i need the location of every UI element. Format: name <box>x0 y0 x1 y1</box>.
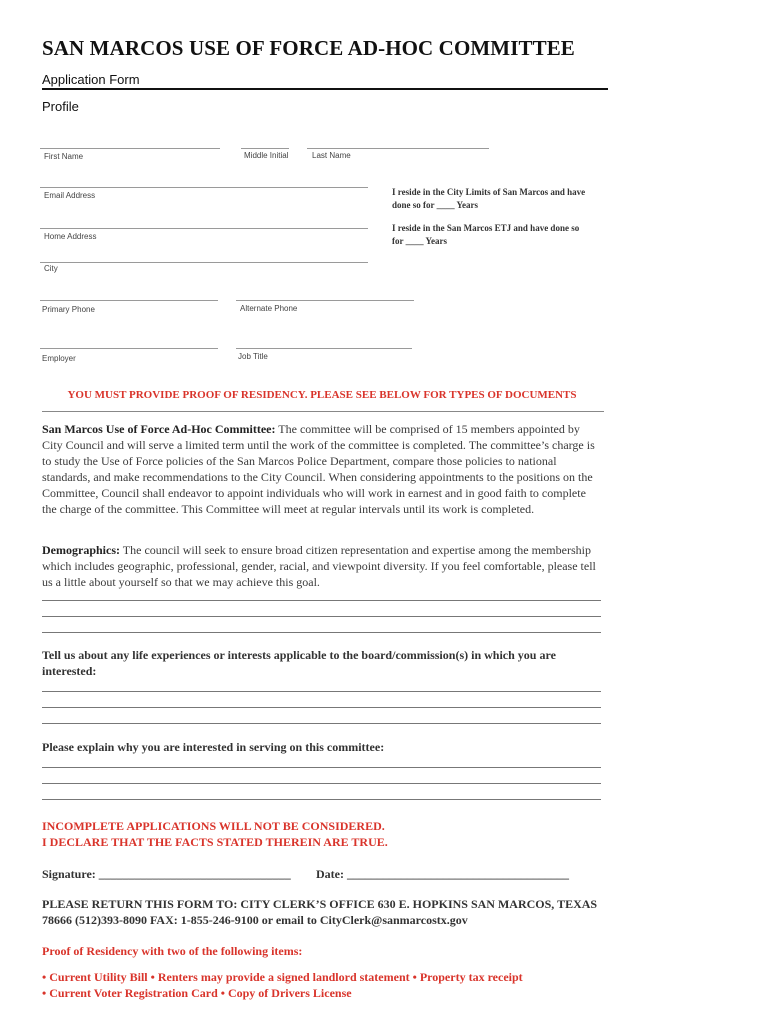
first-name-field[interactable] <box>40 148 220 149</box>
why-answer-line[interactable] <box>42 767 601 768</box>
email-label: Email Address <box>44 191 96 200</box>
demographics-description <box>42 542 602 590</box>
header-divider <box>42 88 608 90</box>
experience-answer-line[interactable] <box>42 707 601 708</box>
committee-body: The committee will be comprised of 15 members appointed by City Council and will serve a limited term until the work of the committee is completed. The committee’s charge is to study the Use of Force policies of the San Marcos Police Department, compare those policies to national standards, and make recommendations to the City Council. When considering appointments to the positions on the Committee, Council shall endeavor to appoint individuals who will work in earnest and in good faith to complete the charge of the committee. This Committee will meet at regular intervals until its work is completed. <box>42 422 595 516</box>
middle-initial-field[interactable] <box>241 148 289 149</box>
residency-city-limits-line1: I reside in the City Limits of San Marcos and have <box>392 187 586 197</box>
primary-phone-label: Primary Phone <box>42 305 95 314</box>
residency-etj <box>392 222 579 248</box>
return-line1: PLEASE RETURN THIS FORM TO: CITY CLERK’S OFFICE 630 E. HOPKINS SAN MARCOS, TEXAS <box>42 897 598 911</box>
city-field[interactable] <box>40 262 368 263</box>
demographics-body: The council will seek to ensure broad citizen representation and expertise among the membership which includes geographic, professional, gender, racial, and viewpoint diversity. If you feel comfortable, please tell us a little about yourself so that we may achieve this goal. <box>42 543 596 589</box>
alternate-phone-field[interactable] <box>236 300 414 301</box>
proof-heading: Proof of Residency with two of the following items: <box>42 944 303 958</box>
primary-phone-field[interactable] <box>40 300 218 301</box>
declaration-line1: INCOMPLETE APPLICATIONS WILL NOT BE CONSIDERED. <box>42 819 385 833</box>
return-line2: 78666 (512)393-8090 FAX: 1-855-246-9100 or email to CityClerk@sanmarcostx.gov <box>42 913 468 927</box>
last-name-label: Last Name <box>312 151 351 160</box>
residency-etj-line2: for ____ Years <box>392 236 447 246</box>
signature-field[interactable]: Signature: ________________________________ <box>42 867 291 881</box>
section-heading: Profile <box>42 99 79 114</box>
declaration-line2: I DECLARE THAT THE FACTS STATED THEREIN ARE TRUE. <box>42 835 388 849</box>
experience-answer-line[interactable] <box>42 691 601 692</box>
demographics-heading: Demographics: <box>42 543 120 557</box>
last-name-field[interactable] <box>307 148 489 149</box>
committee-description <box>42 421 602 517</box>
proof-list-line2: • Current Voter Registration Card • Copy of Drivers License <box>42 986 352 1000</box>
demographics-answer-line[interactable] <box>42 600 601 601</box>
experience-question: Tell us about any life experiences or interests applicable to the board/commission(s) in which you are interested: <box>42 648 556 678</box>
email-field[interactable] <box>40 187 368 188</box>
committee-heading: San Marcos Use of Force Ad-Hoc Committee: <box>42 422 276 436</box>
date-field[interactable]: Date: _____________________________________ <box>316 867 569 881</box>
proof-list-line1: • Current Utility Bill • Renters may provide a signed landlord statement • Property tax receipt <box>42 970 523 984</box>
employer-field[interactable] <box>40 348 218 349</box>
residency-notice: YOU MUST PROVIDE PROOF OF RESIDENCY. PLEASE SEE BELOW FOR TYPES OF DOCUMENTS <box>67 389 577 401</box>
why-answer-line[interactable] <box>42 799 601 800</box>
city-label: City <box>44 264 58 273</box>
experience-answer-line[interactable] <box>42 723 601 724</box>
job-title-label: Job Title <box>238 352 268 361</box>
alternate-phone-label: Alternate Phone <box>240 304 298 313</box>
residency-etj-line1: I reside in the San Marcos ETJ and have done so <box>392 223 580 233</box>
page-title: SAN MARCOS USE OF FORCE AD-HOC COMMITTEE <box>42 36 575 60</box>
demographics-answer-line[interactable] <box>42 632 601 633</box>
job-title-field[interactable] <box>236 348 412 349</box>
why-answer-line[interactable] <box>42 783 601 784</box>
return-instructions <box>42 896 622 928</box>
declaration <box>42 818 602 850</box>
residency-city-limits-line2: done so for ____ Years <box>392 200 478 210</box>
residency-city-limits <box>392 186 585 212</box>
first-name-label: First Name <box>44 152 84 161</box>
employer-label: Employer <box>42 354 76 363</box>
demographics-answer-line[interactable] <box>42 616 601 617</box>
why-question: Please explain why you are interested in serving on this committee: <box>42 740 385 754</box>
home-address-field[interactable] <box>40 228 368 229</box>
notice-divider <box>42 411 604 412</box>
home-address-label: Home Address <box>44 232 97 241</box>
proof-list <box>42 969 642 1001</box>
middle-initial-label: Middle Initial <box>244 151 289 160</box>
form-subtitle: Application Form <box>42 72 140 87</box>
